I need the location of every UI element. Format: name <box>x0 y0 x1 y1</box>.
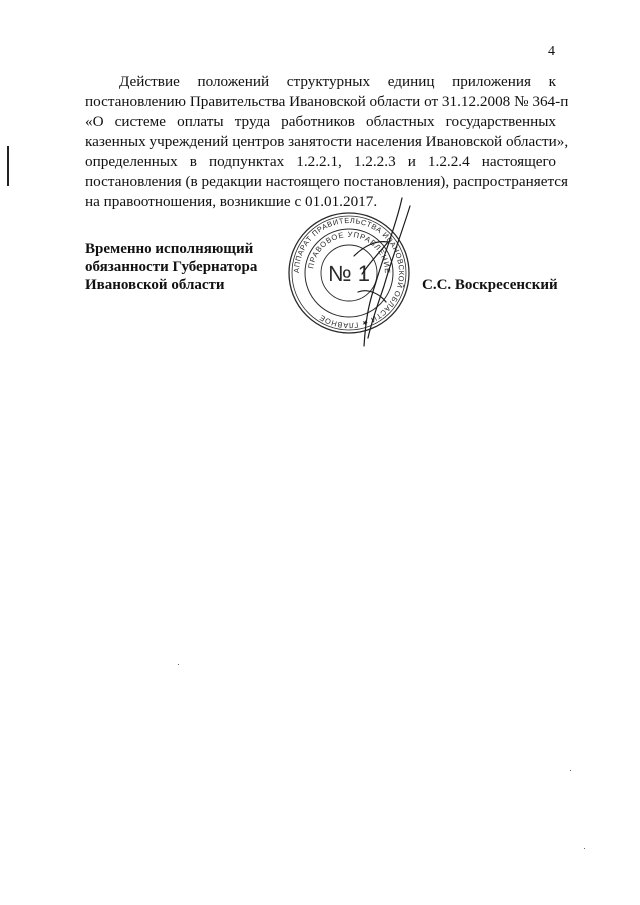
body-line: «О системе оплаты труда работников областных государственных <box>85 113 556 130</box>
stamp-outer-text: АППАРАТ ПРАВИТЕЛЬСТВА ИВАНОВСКОЙ ОБЛАСТИ ★ ГЛАВНОЕ <box>291 215 407 331</box>
stamp-center-text: № 1 <box>328 261 370 286</box>
official-stamp-with-signature <box>284 196 414 356</box>
body-line: постановлению Правительства Ивановской области от 31.12.2008 № 364-п <box>85 93 569 110</box>
page-number: 4 <box>548 44 555 59</box>
body-line: постановления (в редакции настоящего постановления), распространяется <box>85 173 569 190</box>
signer-position-line: Ивановской области <box>85 277 225 293</box>
scan-speck <box>178 664 179 665</box>
body-paragraph <box>85 72 569 212</box>
signer-position <box>85 240 257 294</box>
margin-mark <box>7 146 9 186</box>
scan-speck <box>584 848 585 849</box>
signer-name: С.С. Воскресенский <box>422 277 558 293</box>
body-line: определенных в подпунктах 1.2.2.1, 1.2.2.3 и 1.2.2.4 настоящего <box>85 153 556 170</box>
body-line: казенных учреждений центров занятости населения Ивановской области», <box>85 133 569 150</box>
signer-position-line: обязанности Губернатора <box>85 259 258 275</box>
signer-position-line: Временно исполняющий <box>85 241 254 257</box>
body-line: Действие положений структурных единиц приложения к <box>119 73 556 90</box>
scan-speck <box>570 770 571 771</box>
stamp-inner-text: ПРАВОВОЕ УПРАВЛЕНИЕ <box>306 229 393 275</box>
body-line: на правоотношения, возникшие с 01.01.2017. <box>85 193 378 210</box>
